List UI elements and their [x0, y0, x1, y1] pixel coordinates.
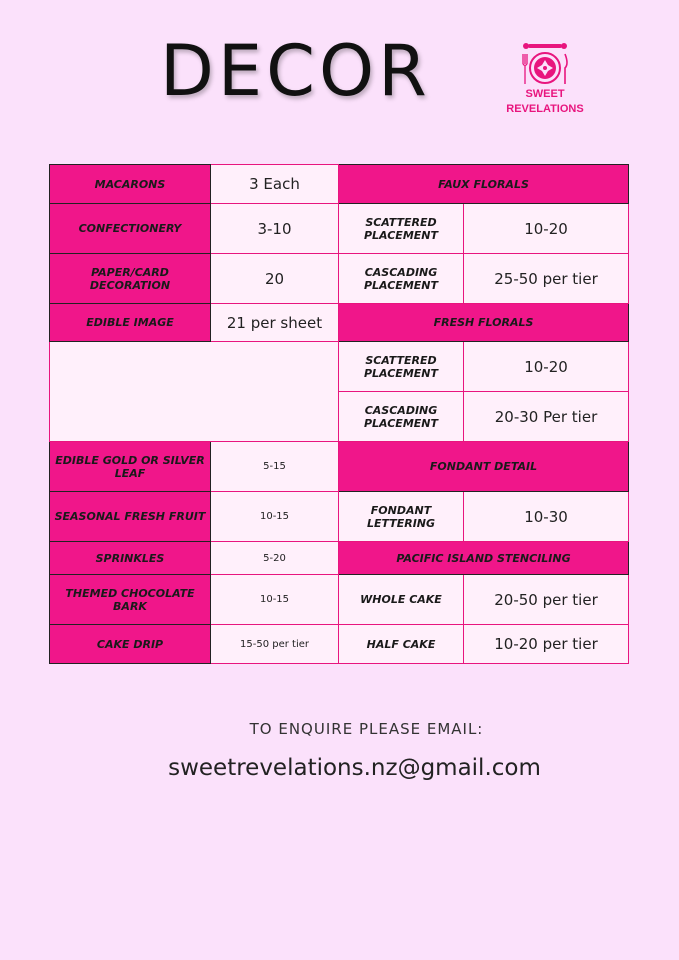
item-label: CONFECTIONERY: [50, 204, 211, 254]
table-row: [50, 442, 629, 492]
item-price: 10-20: [464, 342, 629, 392]
section-header: FRESH FLORALS: [339, 304, 629, 342]
item-price: 21 per sheet: [211, 304, 339, 342]
item-price: 10-15: [211, 492, 339, 542]
decor-price-table: [49, 164, 629, 664]
item-label: CAKE DRIP: [50, 625, 211, 664]
item-price: 3-10: [211, 204, 339, 254]
plate-fork-knife-icon: [520, 42, 570, 86]
item-price: 10-20: [464, 204, 629, 254]
enquire-text: TO ENQUIRE PLEASE EMAIL:: [249, 720, 484, 738]
item-price: 10-30: [464, 492, 629, 542]
item-label: HALF CAKE: [339, 625, 464, 664]
table-row: [50, 575, 629, 625]
item-price: 10-15: [211, 575, 339, 625]
item-label: FONDANT LETTERING: [339, 492, 464, 542]
item-label: MACARONS: [50, 165, 211, 204]
email-link[interactable]: sweetrevelations.nz@gmail.com: [168, 755, 541, 781]
item-label: THEMED CHOCOLATE BARK: [50, 575, 211, 625]
section-header: FAUX FLORALS: [339, 165, 629, 204]
item-label: EDIBLE GOLD OR SILVER LEAF: [50, 442, 211, 492]
item-price: 20: [211, 254, 339, 304]
item-label: SEASONAL FRESH FRUIT: [50, 492, 211, 542]
item-price: 5-15: [211, 442, 339, 492]
table-row: [50, 304, 629, 342]
table-row: [50, 625, 629, 664]
logo-text-line1: SWEET: [525, 88, 565, 100]
page-title: DECOR: [160, 30, 431, 112]
section-header: FONDANT DETAIL: [339, 442, 629, 492]
table-row: [50, 254, 629, 304]
item-price: 5-20: [211, 542, 339, 575]
table-row: [50, 542, 629, 575]
item-price: 25-50 per tier: [464, 254, 629, 304]
section-header: PACIFIC ISLAND STENCILING: [339, 542, 629, 575]
item-label: SCATTERED PLACEMENT: [339, 204, 464, 254]
table-row: [50, 342, 629, 392]
item-price: 10-20 per tier: [464, 625, 629, 664]
table-row: [50, 204, 629, 254]
item-price: 20-50 per tier: [464, 575, 629, 625]
brand-logo: [500, 42, 590, 116]
logo-text-line2: REVELATIONS: [506, 103, 584, 115]
item-label: EDIBLE IMAGE: [50, 304, 211, 342]
item-price: 15-50 per tier: [211, 625, 339, 664]
item-price: 20-30 Per tier: [464, 392, 629, 442]
item-label: CASCADING PLACEMENT: [339, 254, 464, 304]
item-price: 3 Each: [211, 165, 339, 204]
item-label: WHOLE CAKE: [339, 575, 464, 625]
table-row: [50, 492, 629, 542]
item-label: PAPER/CARD DECORATION: [50, 254, 211, 304]
item-label: SCATTERED PLACEMENT: [339, 342, 464, 392]
empty-cell: [50, 342, 339, 442]
item-label: SPRINKLES: [50, 542, 211, 575]
table-row: [50, 165, 629, 204]
item-label: CASCADING PLACEMENT: [339, 392, 464, 442]
